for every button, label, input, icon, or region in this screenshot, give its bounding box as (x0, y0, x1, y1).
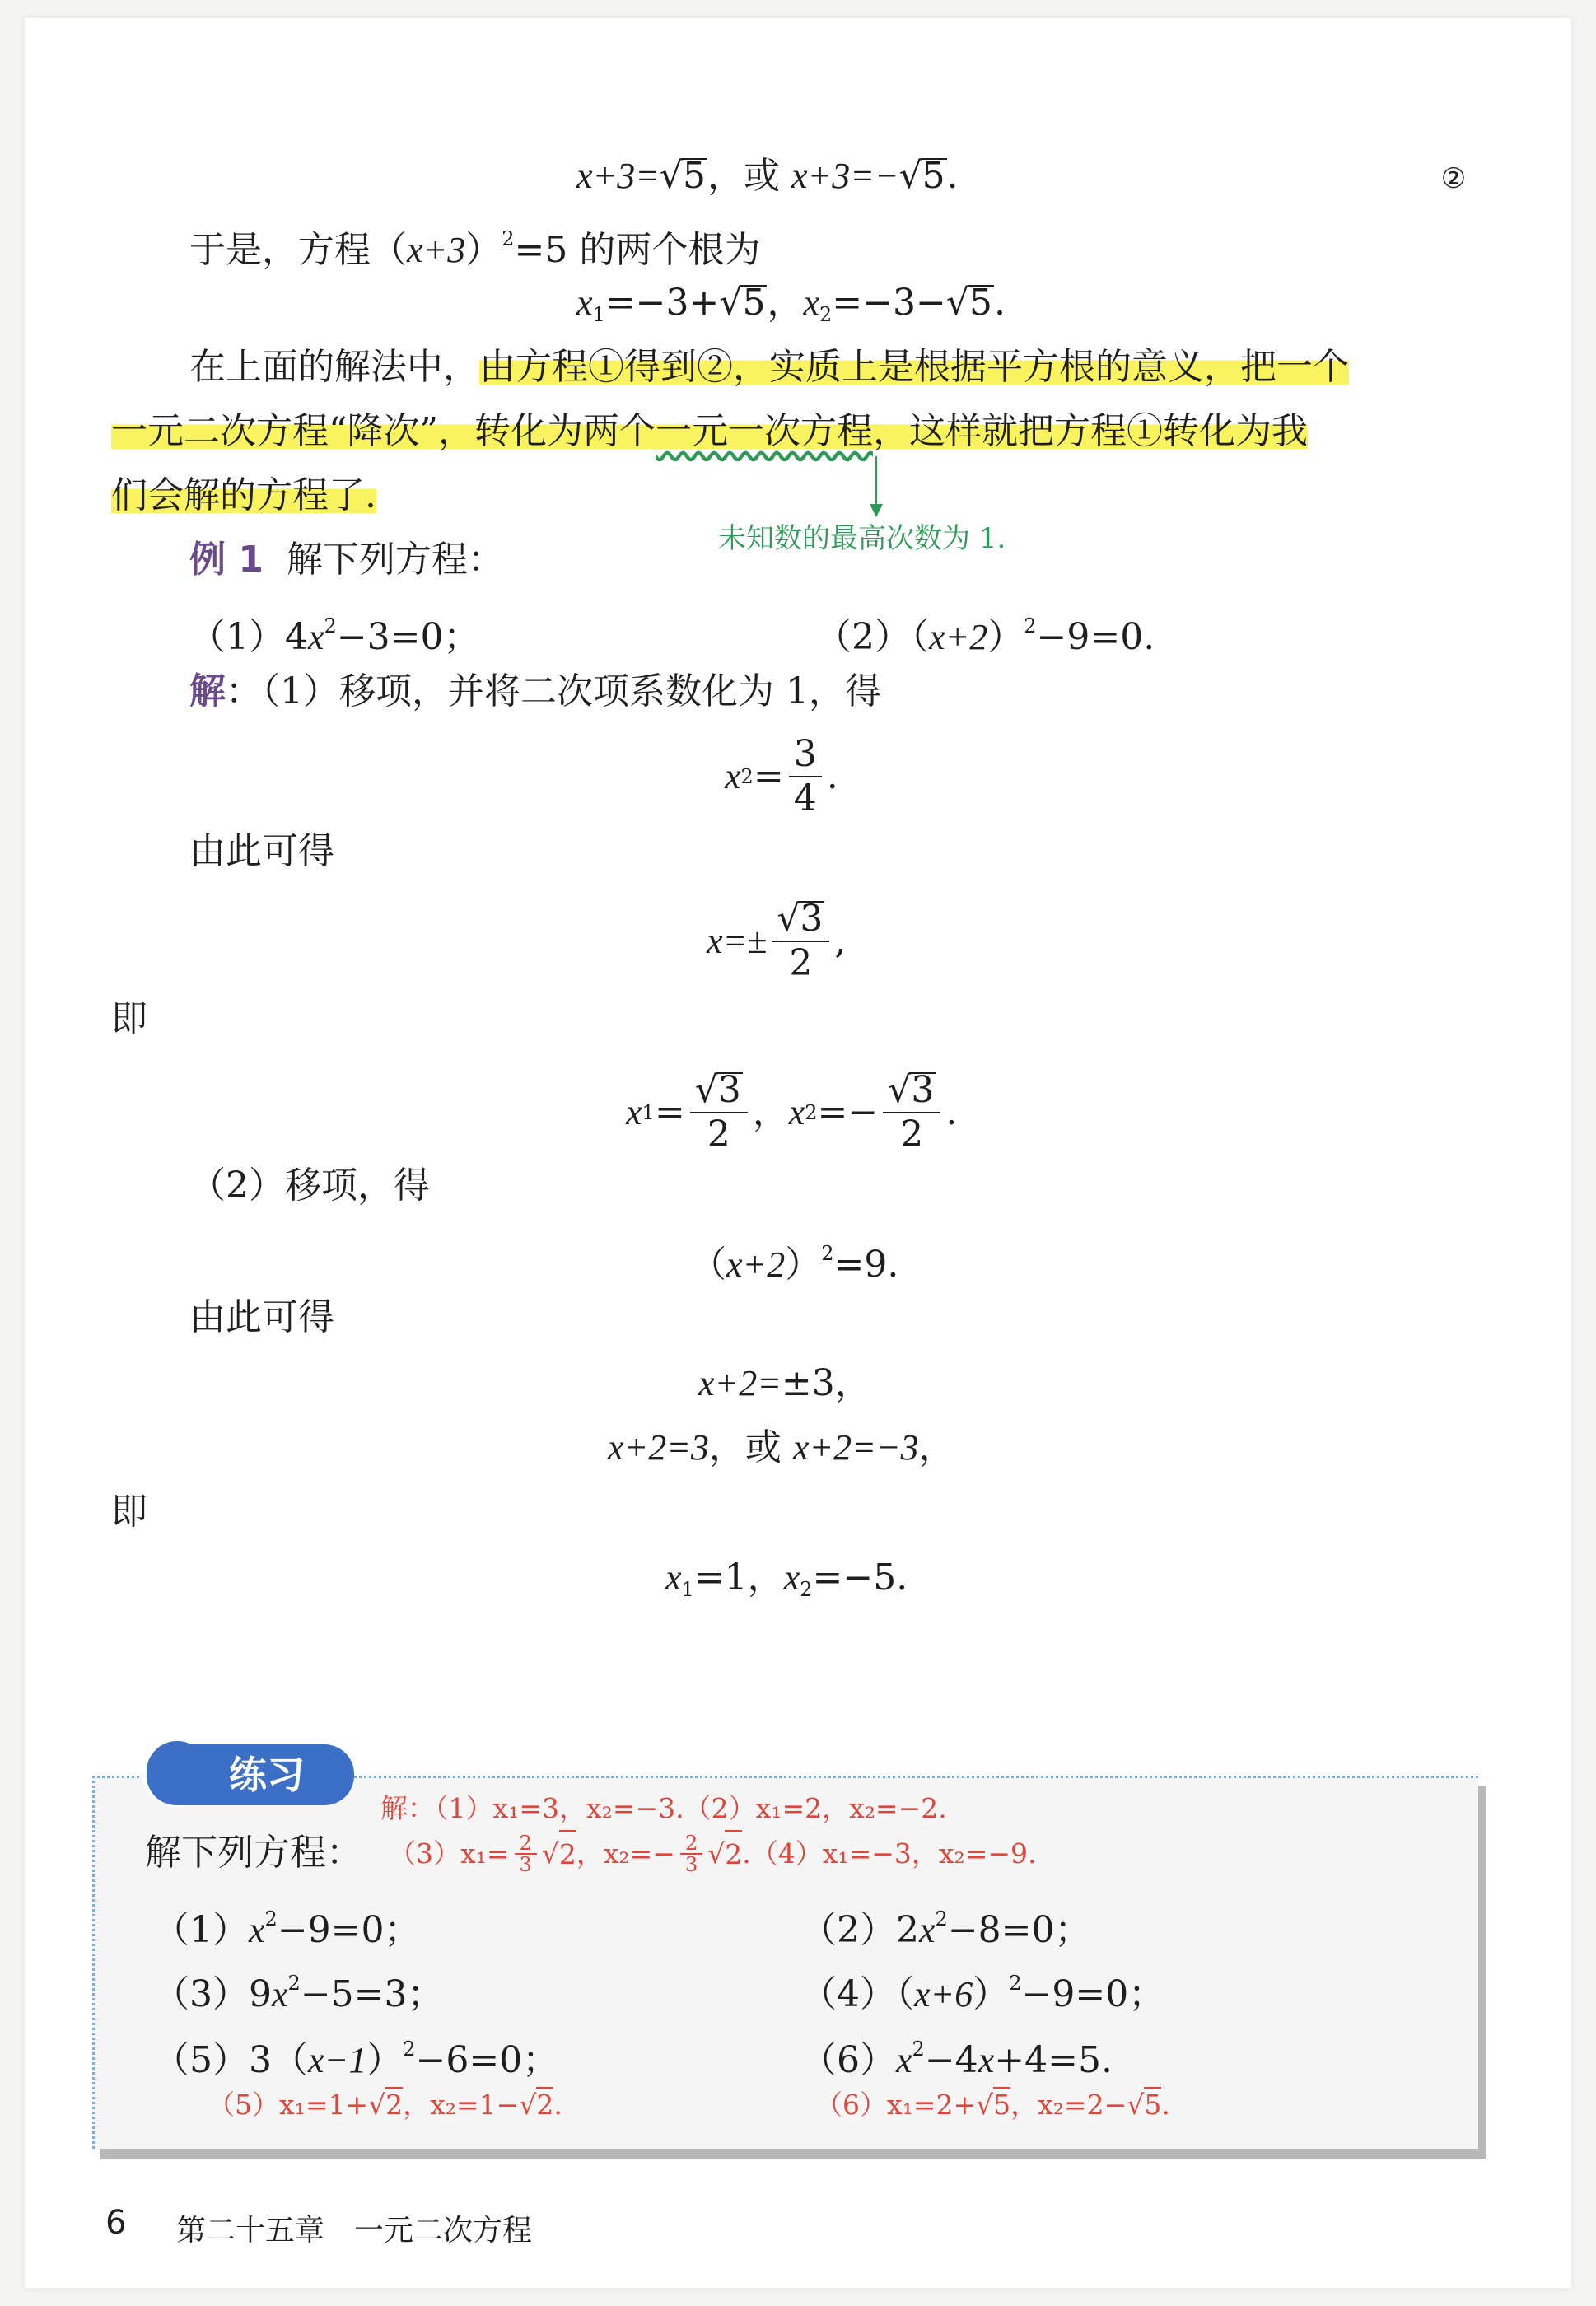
subscript: 2 (800, 1578, 813, 1601)
radicand: 5 (922, 155, 945, 197)
text: . (553, 2089, 562, 2121)
math: x+3 (407, 230, 466, 270)
solution-line-1 (189, 669, 881, 715)
math: x+2=−3 (792, 1427, 919, 1468)
page-number: 6 (105, 2204, 127, 2242)
ji-1: 即 (111, 998, 147, 1040)
text: ） (465, 229, 502, 271)
text: ， (918, 1426, 955, 1468)
text: −9=0. (1036, 616, 1155, 658)
equation-two-cases (608, 1425, 955, 1471)
sqrt-sign: √ (1127, 2089, 1145, 2121)
highlighted-text: 一元二次方程“降次”，转化为两个 (111, 410, 656, 452)
var: x (576, 282, 593, 323)
exponent: 2 (935, 1907, 948, 1930)
fraction (680, 1833, 702, 1874)
text: （6） (800, 2039, 896, 2081)
var: x (308, 617, 324, 657)
answer-5 (208, 2082, 562, 2128)
text: =1， (693, 1557, 784, 1599)
denominator: 2 (789, 942, 813, 984)
text: （2）（ (815, 616, 929, 658)
sqrt-sign: √ (694, 1069, 718, 1111)
numerator (690, 1069, 748, 1113)
sqrt-sign: √ (777, 898, 800, 940)
text: 于是，方程（ (189, 229, 407, 271)
highlighted-text: ，这样就把方程①转化为我 (873, 410, 1308, 452)
subscript: 1 (592, 303, 605, 326)
exponent: 2 (1009, 1972, 1022, 1995)
text: =−3− (832, 282, 946, 324)
denominator: 4 (793, 777, 817, 819)
subscript: 2 (805, 1101, 818, 1124)
text: （5）3（ (153, 2039, 308, 2081)
hence-2: 由此可得 (189, 1296, 334, 1338)
text: ） (785, 1244, 822, 1286)
text: ±3， (781, 1362, 871, 1404)
example-title: 解下列方程： (286, 539, 504, 581)
highlighted-text: 由方程①得到②，实质上是根据平方根的意义，把一个 (479, 346, 1349, 388)
example-question-2 (815, 603, 1155, 661)
exercise-badge: 练习 (147, 1744, 354, 1805)
radicand: 2 (385, 2089, 404, 2121)
text: −8=0； (947, 1909, 1091, 1951)
text: ） (973, 1973, 1010, 2015)
eq-part: x+3= (576, 156, 660, 196)
text: =5 的两个根为 (514, 229, 761, 271)
subscript: 1 (681, 1578, 694, 1601)
radicand: 5 (993, 2089, 1011, 2121)
text: 在上面的解法中， (189, 346, 479, 388)
var: x (919, 1910, 936, 1950)
var: x (725, 756, 741, 796)
fraction (690, 1069, 748, 1156)
sqrt-sign: √ (945, 282, 969, 324)
var: x (665, 1557, 682, 1598)
text: ） (366, 2039, 404, 2081)
exercise-problem-2 (800, 1896, 1091, 1954)
denominator: 3 (519, 1853, 532, 1876)
denominator: 2 (707, 1113, 730, 1155)
equation-x2 (725, 733, 838, 820)
math: x+2 (929, 617, 988, 657)
radicand: 2 (559, 1830, 576, 1878)
numerator: 2 (515, 1833, 537, 1855)
exponent: 2 (912, 2038, 925, 2061)
radicand: 3 (717, 1069, 741, 1111)
radicand: 3 (800, 898, 824, 940)
var: x (272, 1974, 288, 2014)
text: ， (752, 1091, 789, 1133)
text: . (945, 1091, 958, 1133)
var: x (783, 1557, 800, 1598)
text: =−5. (812, 1557, 908, 1599)
var: x (803, 282, 819, 323)
hence-1: 由此可得 (189, 830, 334, 872)
math: x−1 (308, 2040, 367, 2080)
sqrt-sign: √ (719, 282, 743, 324)
paragraph-line-3 (111, 473, 376, 519)
text: （1）4 (189, 616, 308, 658)
exercise-problem-6 (800, 2026, 1113, 2084)
var: x (896, 2040, 912, 2080)
circled-number: ② (1440, 162, 1467, 195)
text: （6）x₁=2+ (815, 2089, 977, 2121)
text: . (1161, 2089, 1170, 2121)
fraction (772, 898, 829, 985)
math: x+2 (726, 1244, 786, 1285)
text: −3=0； (336, 616, 480, 658)
annotation-arrow (866, 455, 886, 519)
answer-6 (815, 2082, 1170, 2128)
sqrt-sign: √ (898, 155, 922, 197)
var: x (788, 1092, 805, 1132)
text: （3）x₁= (389, 1837, 510, 1870)
text: （5）x₁=1+ (208, 2089, 369, 2121)
numerator (772, 898, 829, 942)
exponent: 2 (1024, 614, 1037, 637)
exponent: 2 (502, 227, 515, 250)
text: （4）（ (800, 1973, 914, 2015)
radicand: 5 (968, 282, 992, 324)
text: ， (767, 282, 804, 324)
text: , (834, 920, 847, 962)
text: .（4）x₁=−3，x₂=−9. (742, 1837, 1037, 1870)
sqrt-sign: √ (888, 1069, 912, 1111)
sqrt-sign: √ (976, 2089, 994, 2121)
text: ，或 (708, 1426, 793, 1468)
roots-intro (189, 216, 760, 273)
radicand: 5 (682, 155, 706, 197)
paragraph-line-1 (189, 344, 1349, 390)
highlighted-text: 们会解的方程了. (111, 474, 376, 516)
text: ，x₂=1− (403, 2089, 520, 2121)
text: ：（1）移项，并将二次项系数化为 1，得 (226, 670, 881, 712)
roots-example-1 (626, 1069, 957, 1156)
numerator: 3 (789, 733, 822, 777)
sqrt-sign: √ (659, 155, 683, 197)
text: ，x₂=− (576, 1837, 675, 1870)
equation-tag-2 (1436, 153, 1471, 199)
wavy-underlined-term: 一元一次方程 (656, 410, 873, 452)
example-label: 例 1 (189, 539, 264, 581)
text: ，x₂=2− (1010, 2089, 1127, 2121)
example-heading (189, 537, 504, 583)
text: −6=0； (415, 2039, 559, 2081)
var: x (626, 1092, 642, 1132)
var: x (249, 1910, 265, 1950)
text: −5=3； (300, 1973, 444, 2015)
text: . (826, 755, 838, 797)
text: ） (987, 616, 1024, 658)
exercise-problem-3 (153, 1960, 444, 2018)
answer-line-1: 解：（1）x₁=3，x₂=−3.（2）x₁=2，x₂=−2. (380, 1792, 947, 1824)
example-question-1 (189, 603, 480, 661)
fraction (789, 733, 822, 820)
radicand: 2 (536, 2089, 554, 2121)
exercise-problem-5 (153, 2026, 558, 2084)
subscript: 1 (642, 1101, 655, 1124)
text: =−3+ (604, 282, 720, 324)
fraction (883, 1069, 940, 1156)
chapter-title: 第二十五章 一元二次方程 (176, 2214, 533, 2248)
radicand: 3 (911, 1069, 935, 1111)
radicand: 2 (725, 1830, 742, 1878)
text: （ (690, 1244, 726, 1286)
text: （3）9 (153, 1973, 272, 2015)
exponent: 2 (287, 1972, 301, 1995)
text: −9=0； (277, 1909, 421, 1951)
exponent: 2 (740, 765, 754, 788)
math: x=± (707, 921, 768, 961)
exponent: 2 (264, 1907, 278, 1930)
sqrt-sign: √ (541, 1837, 559, 1870)
equation-pm (707, 898, 846, 985)
radicand: 5 (742, 282, 766, 324)
equation-pm3 (698, 1361, 871, 1407)
text: = (654, 1091, 685, 1133)
solution-label: 解 (189, 670, 226, 712)
numerator: 2 (680, 1833, 702, 1855)
roots-example-2 (665, 1555, 908, 1613)
var: x (978, 2040, 995, 2080)
sqrt-sign: √ (519, 2089, 537, 2121)
exercise-problem-4 (800, 1960, 1164, 2018)
roots-equation (576, 280, 1006, 338)
exponent: 2 (324, 614, 337, 637)
margin-note: 未知数的最高次数为 1. (718, 522, 1006, 555)
radicand: 5 (1144, 2089, 1162, 2121)
eq-part: . (946, 155, 959, 197)
text: =− (817, 1091, 879, 1133)
math: x+6 (914, 1974, 973, 2014)
text: −9=0； (1021, 1973, 1165, 2015)
numerator (883, 1069, 940, 1113)
fraction (515, 1833, 537, 1874)
text: （1） (153, 1909, 249, 1951)
equation-part-2 (690, 1230, 898, 1288)
denominator: 3 (684, 1853, 698, 1876)
exercise-problem-1 (153, 1896, 421, 1954)
ji-2: 即 (111, 1491, 147, 1533)
part-2: （2）移项，得 (189, 1165, 430, 1207)
text: −4 (924, 2039, 978, 2081)
eq-part: ，或 (707, 155, 791, 197)
text: = (753, 755, 784, 797)
paragraph-line-2 (111, 408, 1308, 455)
text: . (993, 282, 1006, 324)
exponent: 2 (821, 1242, 834, 1265)
math: x+2= (698, 1363, 782, 1403)
equation-2 (576, 153, 959, 199)
math: x+2=3 (608, 1427, 709, 1468)
subscript: 2 (819, 303, 833, 326)
exponent: 2 (403, 2038, 416, 2061)
text: （2）2 (800, 1909, 919, 1951)
text: =9. (833, 1244, 899, 1286)
sqrt-sign: √ (707, 1837, 726, 1870)
sqrt-sign: √ (368, 2089, 386, 2121)
exercise-prompt: 解下列方程： (145, 1832, 362, 1874)
eq-part: x+3=− (791, 156, 899, 196)
answer-line-2 (389, 1830, 1037, 1878)
denominator: 2 (900, 1113, 924, 1155)
text: +4=5. (994, 2039, 1113, 2081)
